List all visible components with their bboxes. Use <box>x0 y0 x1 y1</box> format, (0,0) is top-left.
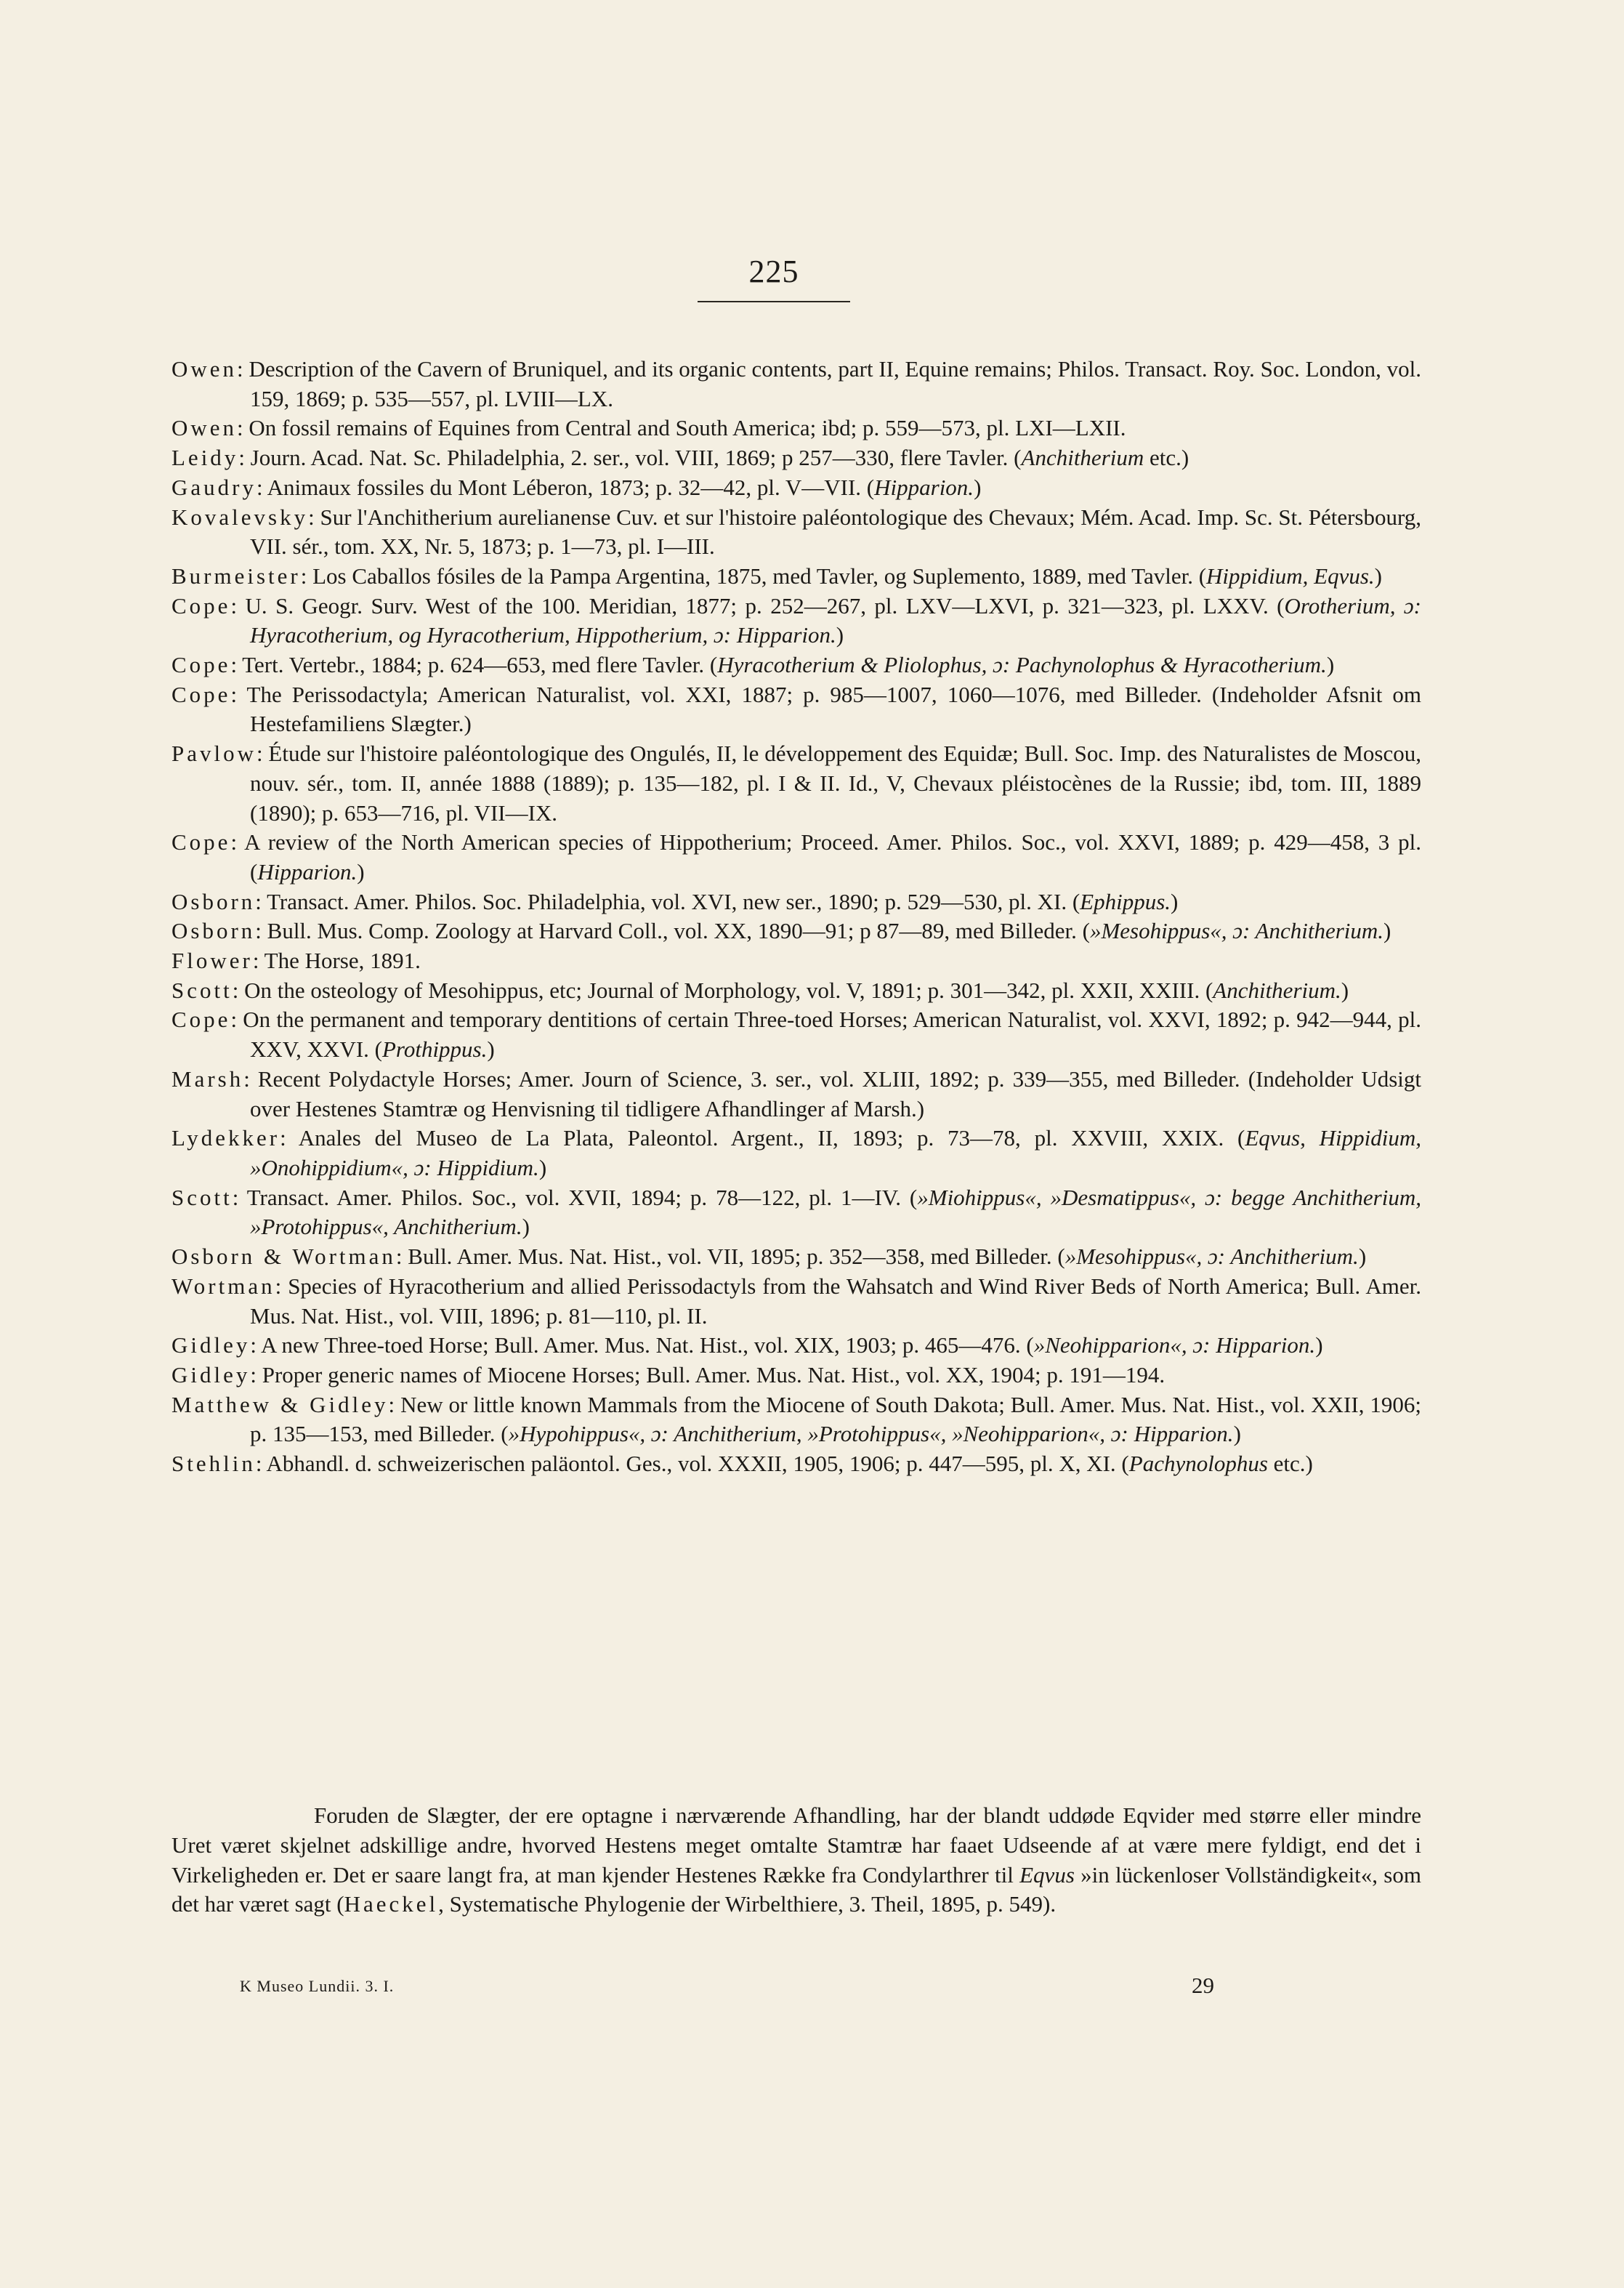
entry-genus: »Hypohippus«, ɔ: Anchitherium, »Protohippus«, »Neohipparion«, ɔ: Hipparion. <box>508 1421 1234 1447</box>
entry-text: : Transact. Amer. Philos. Soc., vol. XVII, 1894; p. 78—122, pl. 1—IV. ( <box>232 1184 918 1210</box>
bibliography-entry <box>171 946 1421 976</box>
entry-author: Gidley <box>171 1361 251 1387</box>
entry-author: Matthew & Gidley <box>171 1391 389 1417</box>
bibliography-entry <box>171 1124 1421 1183</box>
entry-author: Osborn <box>171 918 256 944</box>
entry-genus: Orotherium, ɔ: Hyracotherium, og Hyracotherium, Hippotherium, ɔ: Hipparion. <box>250 592 1421 648</box>
bibliography-entry <box>171 1242 1421 1272</box>
entry-genus: »Neohipparion«, ɔ: Hipparion. <box>1033 1332 1316 1358</box>
entry-text: : The Perissodactyla; American Naturalist, vol. XXI, 1887; p. 985—1007, 1060—1076, med Billeder. (Indeholder Afsnit om Hestefamiliens Slægter.) <box>230 681 1421 737</box>
entry-tail: ) <box>1358 1244 1367 1270</box>
entry-text: : New or little known Mammals from the Miocene of South Dakota; Bull. Amer. Mus. Nat. Hist., vol. XXII, 1906; p. 135—153, med Billeder. ( <box>250 1391 1421 1447</box>
entry-text: : On the osteology of Mesohippus, etc; Journal of Morphology, vol. V, 1891; p. 301—342, pl. XXII, XXIII. ( <box>232 977 1213 1003</box>
entry-text: : Journ. Acad. Nat. Sc. Philadelphia, 2. ser., vol. VIII, 1869; p 257—330, flere Tavler. ( <box>238 445 1022 471</box>
closing-text: »in lückenloser Vollständigkeit«, som det har været sagt ( <box>171 1861 1421 1917</box>
entry-author: Burmeister <box>171 563 301 589</box>
entry-text: : A review of the North American species of Hippotherium; Proceed. Amer. Philos. Soc., vol. XXVI, 1889; p. 429—458, 3 pl. ( <box>230 829 1421 885</box>
entry-genus: Hipparion. <box>874 474 974 500</box>
closing-text: Foruden de Slægter, der ere optagne i nærværende Afhandling, har der blandt uddøde Eqvider med større eller mindre Uret været skjelnet adskillige andre, hvorved Hestens meget omtalte Stamtræ har faaet Udseende af at være mere fyldigt, end det i Virkeligheden er. Det er saare langt fra, at man kjender Hestenes Række fra Condylarthrer til <box>171 1802 1421 1888</box>
bibliography-entry <box>171 443 1421 473</box>
entry-author: Cope <box>171 652 231 678</box>
entry-text: : On the permanent and temporary dentitions of certain Three-toed Horses; American Naturalist, vol. XXVI, 1892; p. 942—944, pl. XXV, XXVI. ( <box>230 1007 1421 1063</box>
entry-text: : Description of the Cavern of Bruniquel, and its organic contents, part II, Equine remains; Philos. Transact. Roy. Soc. London, vol. 159, 1869; p. 535—557, pl. LVIII—LX. <box>237 356 1421 411</box>
entry-text: : U. S. Geogr. Surv. West of the 100. Meridian, 1877; p. 252—267, pl. LXV—LXVI, p. 321—323, pl. LXXV. ( <box>230 592 1285 619</box>
entry-author: Scott <box>171 1184 233 1210</box>
entry-author: Gaudry <box>171 474 256 500</box>
bibliography-entry <box>171 739 1421 828</box>
entry-text: : Proper generic names of Miocene Horses; Bull. Amer. Mus. Nat. Hist., vol. XX, 1904; p. 191—194. <box>250 1361 1166 1387</box>
entry-text: : Sur l'Anchitherium aurelianense Cuv. et sur l'histoire paléontologique des Chevaux; Mém. Acad. Imp. Sc. St. Pétersbourg, VII. sér., tom. XX, Nr. 5, 1873; p. 1—73, pl. I—III. <box>250 504 1421 560</box>
entry-author: Owen <box>171 356 238 382</box>
entry-tail: ) <box>522 1214 530 1240</box>
footer-sheet-number: 29 <box>1192 1973 1214 1998</box>
entry-author: Kovalevsky <box>171 504 309 530</box>
entry-author: Scott <box>171 977 233 1003</box>
closing-text: , Systematische Phylogenie der Wirbelthiere, 3. Theil, 1895, p. 549). <box>438 1891 1057 1917</box>
bibliography-entry <box>171 562 1421 592</box>
page-number-rule <box>698 301 850 302</box>
bibliography-entry <box>171 650 1421 680</box>
entry-text: : Abhandl. d. schweizerischen paläontol. Ges., vol. XXXII, 1905, 1906; p. 447—595, pl. X, XI. ( <box>255 1451 1129 1477</box>
entry-tail: ) <box>1233 1421 1241 1447</box>
bibliography-entry <box>171 680 1421 739</box>
entry-text: : Recent Polydactyle Horses; Amer. Journ of Science, 3. ser., vol. XLIII, 1892; p. 339—355, med Billeder. (Indeholder Udsigt over Hestenes Stamtræ og Henvisning til tidligere Afhandlinger af Marsh.) <box>243 1066 1421 1121</box>
entry-genus: Hipparion. <box>257 858 357 885</box>
entry-text: : Los Caballos fósiles de la Pampa Argentina, 1875, med Tavler, og Suplemento, 1889, med Tavler. ( <box>300 563 1207 589</box>
entry-author: Owen <box>171 415 238 441</box>
entry-author: Pavlow <box>171 741 256 767</box>
entry-genus: Eqvus, Hippidium, »Onohippidium«, ɔ: Hippidium. <box>250 1125 1422 1180</box>
entry-genus: Hippidium, Eqvus. <box>1206 563 1375 589</box>
footer-signature: K Museo Lundii. 3. I. <box>240 1977 395 1995</box>
entry-author: Wortman <box>171 1273 275 1299</box>
bibliography-entry <box>171 887 1421 917</box>
entry-tail: ) <box>1341 977 1349 1003</box>
entry-text: : Bull. Amer. Mus. Nat. Hist., vol. VII, 1895; p. 352—358, med Billeder. ( <box>395 1244 1065 1270</box>
entry-genus: Ephippus. <box>1080 888 1171 914</box>
bibliography-entry <box>171 414 1421 443</box>
entry-author: Lydekker <box>171 1125 280 1151</box>
entry-genus: »Mesohippus«, ɔ: Anchitherium. <box>1065 1244 1359 1270</box>
bibliography-entry <box>171 1065 1421 1124</box>
entry-author: Osborn <box>171 888 256 914</box>
closing-paragraph <box>171 1801 1421 1920</box>
entry-text: : On fossil remains of Equines from Central and South America; ibd; p. 559—573, pl. LXI—LXII. <box>237 415 1126 441</box>
closing-author: Haeckel <box>344 1891 439 1917</box>
entry-tail: ) <box>487 1036 495 1063</box>
bibliography-entry <box>171 1449 1421 1479</box>
entry-author: Osborn & Wortman <box>171 1244 396 1270</box>
entry-tail: ) <box>1171 888 1179 914</box>
entry-genus: Anchitherium <box>1021 445 1144 471</box>
entry-author: Marsh <box>171 1066 244 1092</box>
entry-text: : A new Three-toed Horse; Bull. Amer. Mus. Nat. Hist., vol. XIX, 1903; p. 465—476. ( <box>250 1332 1034 1358</box>
entry-tail: ) <box>836 622 844 648</box>
entry-tail: etc.) <box>1267 1451 1313 1477</box>
entry-tail: ) <box>1326 652 1335 678</box>
entry-author: Leidy <box>171 445 239 471</box>
entry-tail: ) <box>538 1154 547 1180</box>
entry-author: Cope <box>171 681 231 707</box>
page-number: 225 <box>748 254 799 289</box>
entry-text: : Bull. Mus. Comp. Zoology at Harvard Coll., vol. XX, 1890—91; p 87—89, med Billeder. ( <box>255 918 1090 944</box>
entry-text: : The Horse, 1891. <box>252 948 421 974</box>
entry-text: : Tert. Vertebr., 1884; p. 624—653, med flere Tavler. ( <box>230 652 718 678</box>
entry-genus: »Mesohippus«, ɔ: Anchitherium. <box>1089 918 1384 944</box>
bibliography-entry <box>171 917 1421 946</box>
closing-genus: Eqvus <box>1019 1861 1075 1888</box>
bibliography-entry <box>171 1272 1421 1331</box>
bibliography-entry <box>171 1005 1421 1064</box>
bibliography-entry <box>171 976 1421 1006</box>
bibliography-entry <box>171 1331 1421 1361</box>
bibliography-entry <box>171 1183 1421 1242</box>
entry-author: Cope <box>171 592 231 619</box>
entry-author: Flower <box>171 948 253 974</box>
bibliography-entry <box>171 1361 1421 1390</box>
entry-genus: »Miohippus«, »Desmatippus«, ɔ: begge Anchitherium, »Protohippus«, Anchitherium. <box>250 1184 1421 1240</box>
bibliography-entry <box>171 473 1421 503</box>
entry-genus: Prothippus. <box>381 1036 488 1063</box>
entry-text: : Species of Hyracotherium and allied Perissodactyls from the Wahsatch and Wind River Beds of North America; Bull. Amer. Mus. Nat. Hist., vol. VIII, 1896; p. 81—110, pl. II. <box>250 1273 1421 1329</box>
bibliography-entry <box>171 355 1421 414</box>
bibliography-entry <box>171 592 1421 650</box>
entry-tail: etc.) <box>1144 445 1189 471</box>
bibliography-list <box>171 355 1421 1479</box>
entry-author: Stehlin <box>171 1451 256 1477</box>
entry-tail: ) <box>1374 563 1382 589</box>
entry-text: : Transact. Amer. Philos. Soc. Philadelphia, vol. XVI, new ser., 1890; p. 529—530, pl. XI. ( <box>255 888 1080 914</box>
entry-genus: Pachynolophus <box>1128 1451 1268 1477</box>
entry-genus: Anchitherium. <box>1213 977 1341 1003</box>
entry-author: Cope <box>171 829 231 855</box>
entry-genus: Hyracotherium & Pliolophus, ɔ: Pachynolophus & Hyracotherium. <box>717 652 1327 678</box>
bibliography-entry <box>171 828 1421 887</box>
entry-author: Gidley <box>171 1332 251 1358</box>
entry-tail: ) <box>1315 1332 1323 1358</box>
entry-text: : Étude sur l'histoire paléontologique des Ongulés, II, le développement des Equidæ; Bull. Soc. Imp. des Naturalistes de Moscou, nouv. sér., tom. II, année 1888 (1889); p. 135—182, pl. I & II. Id., V, Chevaux pléistocènes de la Russie; ibd, tom. III, 1889 (1890); p. 653—716, pl. VII—IX. <box>250 741 1421 826</box>
entry-tail: ) <box>974 474 982 500</box>
entry-tail: ) <box>357 858 365 885</box>
entry-text: : Animaux fossiles du Mont Léberon, 1873; p. 32—42, pl. V—VII. ( <box>256 474 875 500</box>
entry-text: : Anales del Museo de La Plata, Paleontol. Argent., II, 1893; p. 73—78, pl. XXVIII, XXIX. ( <box>280 1125 1245 1151</box>
bibliography-entry <box>171 1390 1421 1449</box>
bibliography-entry <box>171 503 1421 562</box>
entry-author: Cope <box>171 1007 231 1033</box>
entry-tail: ) <box>1383 918 1391 944</box>
